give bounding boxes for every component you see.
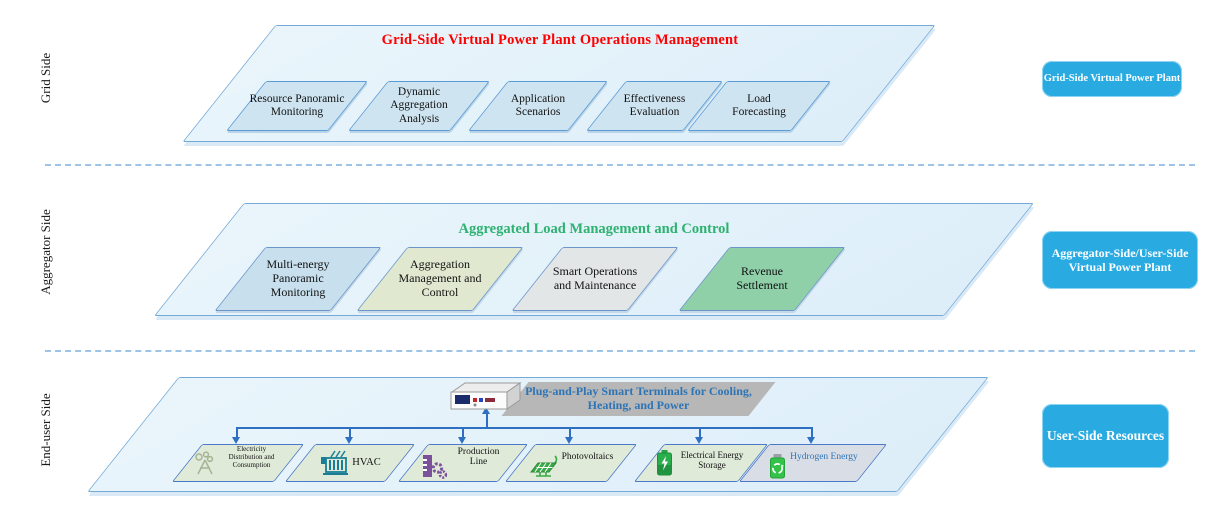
agg-item-label: Revenue Settlement xyxy=(736,264,788,292)
agg-item-label: Multi-energy Panoramic Monitoring xyxy=(266,257,330,299)
hydrogen-energy-icon xyxy=(768,453,787,480)
aggregator-layer-title: Aggregated Load Management and Control xyxy=(458,221,730,237)
user-item-hydrogen-energy xyxy=(754,444,872,482)
user-item-electrical-energy-storage xyxy=(649,444,753,482)
user-item-production-line xyxy=(413,444,513,482)
grid-item-label: Effectiveness Evaluation xyxy=(623,92,686,118)
arrow-down-icon xyxy=(345,437,353,444)
user-item-label: Photovoltaics xyxy=(561,451,614,462)
user-item-label: Production Line xyxy=(457,446,500,467)
arrow-down-icon xyxy=(458,437,466,444)
aggregator-side-label: Aggregator Side xyxy=(38,209,53,295)
arrow-down-icon xyxy=(565,437,573,444)
separator-dashed-bottom xyxy=(45,350,1195,352)
agg-item-aggregation-management-control xyxy=(382,247,498,311)
grid-item-effectiveness-evaluation xyxy=(606,81,703,131)
terminal-banner-label: Plug-and-Play Smart Terminals for Cooling, Heating, and Power xyxy=(525,384,752,412)
agg-item-label: Smart Operations and Maintenance xyxy=(552,264,638,292)
right-panel-grid-side-vpp: Grid-Side Virtual Power Plant xyxy=(1042,61,1182,97)
user-item-label: Electrical Energy Storage xyxy=(680,450,744,470)
user-item-label: HVAC xyxy=(352,457,381,469)
battery-storage-icon xyxy=(655,449,674,477)
user-item-photovoltaics xyxy=(520,444,622,482)
agg-item-smart-operations-maintenance xyxy=(537,247,653,311)
electricity-distribution-icon xyxy=(193,450,217,476)
right-panel-aggregator-user-side-vpp: Aggregator-Side/User-Side Virtual Power Plant xyxy=(1042,231,1198,289)
grid-item-resource-panoramic-monitoring xyxy=(246,81,348,131)
agg-item-label: Aggregation Management and Control xyxy=(398,257,482,299)
connector-up-stem xyxy=(486,414,488,428)
agg-item-revenue-settlement xyxy=(704,247,820,311)
terminal-banner xyxy=(515,382,762,416)
production-line-icon xyxy=(419,453,447,480)
arrow-down-icon xyxy=(232,437,240,444)
right-panel-user-side-resources: User-Side Resources xyxy=(1042,404,1169,468)
arrow-down-icon xyxy=(807,437,815,444)
grid-item-application-scenarios xyxy=(488,81,588,131)
agg-item-multi-energy-panoramic-monitoring xyxy=(240,247,356,311)
grid-item-label: Application Scenarios xyxy=(510,92,566,118)
user-item-label: Electricity Distribution and Consumption xyxy=(228,445,275,469)
user-item-label: Hydrogen Energy xyxy=(790,451,858,462)
photovoltaics-icon xyxy=(529,455,559,480)
grid-item-label: Dynamic Aggregation Analysis xyxy=(390,86,448,125)
separator-dashed-top xyxy=(45,164,1195,166)
grid-item-dynamic-aggregation-analysis xyxy=(368,81,470,131)
arrow-down-icon xyxy=(695,437,703,444)
grid-item-load-forecasting xyxy=(707,81,811,131)
user-item-electricity-distribution xyxy=(187,444,289,482)
grid-side-label: Grid Side xyxy=(38,52,53,104)
grid-item-label: Resource Panoramic Monitoring xyxy=(249,92,345,118)
smart-terminal-device-icon xyxy=(450,381,522,412)
grid-item-label: Load Forecasting xyxy=(732,92,786,118)
user-item-hvac xyxy=(300,444,400,482)
connector-bus-line xyxy=(237,427,813,429)
grid-layer-title: Grid-Side Virtual Power Plant Operations Management xyxy=(381,32,739,48)
hvac-transformer-icon xyxy=(319,449,349,477)
end-user-side-label: End-user Side xyxy=(38,393,53,467)
